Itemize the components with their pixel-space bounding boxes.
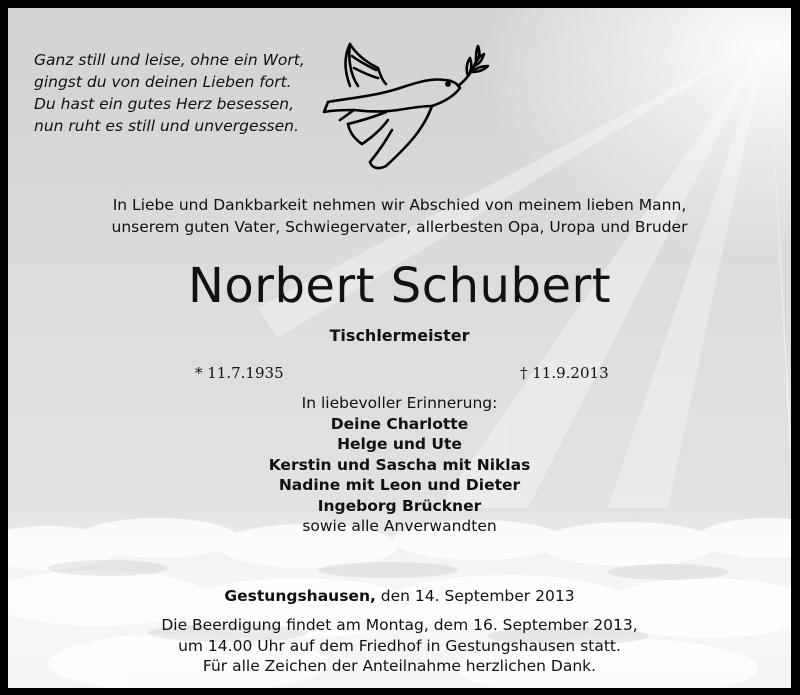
deceased-name: Norbert Schubert [187,258,612,314]
poem-line: nun ruht es still und unvergessen. [34,117,299,135]
funeral-info [8,615,791,677]
place-date: den 14. September 2013 [375,587,575,605]
birth-date: * 11.7.1935 [195,364,284,382]
poem-line: Ganz still und leise, ohne ein Wort, [34,51,305,69]
poem-line: gingst du von deinen Lieben fort. [34,73,292,91]
death-date: † 11.9.2013 [520,364,609,382]
place-and-date [8,585,791,607]
deceased-profession: Tischlermeister [329,326,470,345]
farewell-text [8,194,791,238]
dove-with-olive-branch-icon [320,40,492,172]
mourner-name: Kerstin und Sascha mit Niklas [268,455,531,474]
mourner-name: Deine Charlotte [330,414,469,433]
mourners-closing: sowie alle Anverwandten [302,517,497,535]
obituary-notice [8,8,791,688]
farewell-line: unserem guten Vater, Schwiegervater, allerbesten Opa, Uropa und Bruder [111,218,688,236]
place-town: Gestungshausen, [224,587,376,605]
mourners-intro: In liebevoller Erinnerung: [301,394,498,412]
poem-line: Du hast ein gutes Herz besessen, [34,95,295,113]
funeral-line: Für alle Zeichen der Anteilnahme herzlichen Dank. [202,657,597,675]
funeral-line: um 14.00 Uhr auf dem Friedhof in Gestungshausen statt. [178,636,621,655]
mourners-list [8,393,791,537]
mourner-name: Nadine mit Leon und Dieter [278,476,521,494]
funeral-line: Die Beerdigung findet am Montag, dem 16. September 2013, [161,616,638,634]
memorial-poem [34,49,334,137]
mourner-name: Ingeborg Brückner [317,496,482,515]
mourner-name: Helge und Ute [337,435,462,453]
farewell-line: In Liebe und Dankbarkeit nehmen wir Abschied von meinem lieben Mann, [112,196,687,214]
